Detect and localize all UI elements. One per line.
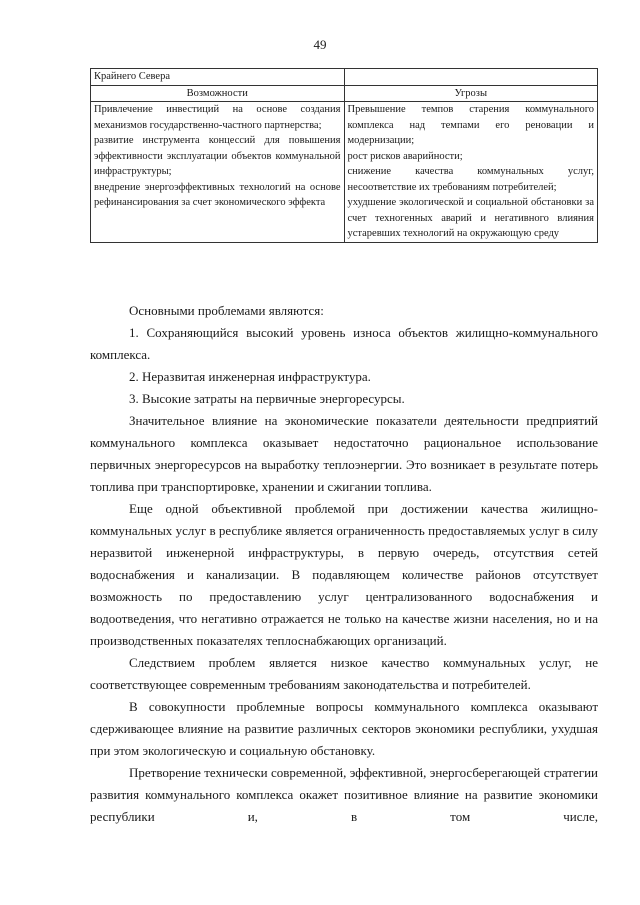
empty-cell — [344, 69, 598, 86]
opportunities-cell — [91, 102, 345, 243]
opportunities-header: Возможности — [91, 85, 345, 102]
problem-item: 1. Сохраняющийся высокий уровень износа объектов жилищно-коммунального комплекса. — [90, 325, 598, 362]
swot-table — [90, 68, 598, 243]
opportunity-item: внедрение энергоэффективных технологий на основе рефинансирования за счет экономического эффекта — [94, 181, 341, 208]
problem-item: 2. Неразвитая инженерная инфраструктура. — [129, 369, 371, 384]
opportunity-item: развитие инструмента концессий для повышения эффективности эксплуатации объектов коммунальной инфраструктуры; — [94, 135, 341, 177]
paragraph: В совокупности проблемные вопросы коммунального комплекса оказывают сдерживающее влияние на развитие различных секторов экономики республики, ухудшая при этом экологическую и социальную обстановку. — [90, 699, 598, 758]
page-number: 49 — [313, 37, 327, 52]
region-label-cell: Крайнего Севера — [91, 69, 345, 86]
main-text — [90, 300, 598, 828]
paragraph: Следствием проблем является низкое качество коммунальных услуг, не соответствующее современным требованиям законодательства и потребителей. — [90, 655, 598, 692]
table-row-region — [91, 69, 598, 86]
threat-item: снижение качества коммунальных услуг, несоответствие их требованиям потребителей; — [347, 166, 594, 193]
threats-cell — [344, 102, 598, 243]
paragraph: Претворение технически современной, эффективной, энергосберегающей стратегии развития коммунального комплекса окажет позитивное влияние на развитие экономики республики и, в том числе, — [90, 765, 598, 824]
threat-item: Превышение темпов старения коммунального комплекса над темпами его реновации и модернизации; — [347, 104, 594, 146]
threats-header: Угрозы — [344, 85, 598, 102]
problems-intro: Основными проблемами являются: — [129, 303, 324, 318]
table-header-row — [91, 85, 598, 102]
paragraph: Еще одной объективной проблемой при достижении качества жилищно-коммунальных услуг в республике является ограниченность предоставляемых услуг в силу неразвитой инженерной инфраструктуры, в первую очередь, отсутствия сетей водоснабжения и канализации. В подавляющем количестве районов отсутствует возможность по предоставлению услуг централизованного водоснабжения и водоотведения, что негативно отражается не только на качестве жизни населения, но и на производственных показателях теплоснабжающих организаций. — [90, 501, 598, 648]
opportunity-item: Привлечение инвестиций на основе создания механизмов государственно-частного партнерства; — [94, 104, 341, 131]
threat-item: ухудшение экологической и социальной обстановки за счет техногенных аварий и негативного влияния устаревших технологий на окружающую среду — [347, 197, 594, 239]
table-row-content — [91, 102, 598, 243]
problem-item: 3. Высокие затраты на первичные энергоресурсы. — [129, 391, 405, 406]
paragraph: Значительное влияние на экономические показатели деятельности предприятий коммунального комплекса оказывает недостаточно рациональное использование первичных энергоресурсов на выработку теплоэнергии. Это возникает в результате потерь топлива при транспортировке, хранении и сжигании топлива. — [90, 413, 598, 494]
threat-item: рост рисков аварийности; — [347, 150, 463, 162]
